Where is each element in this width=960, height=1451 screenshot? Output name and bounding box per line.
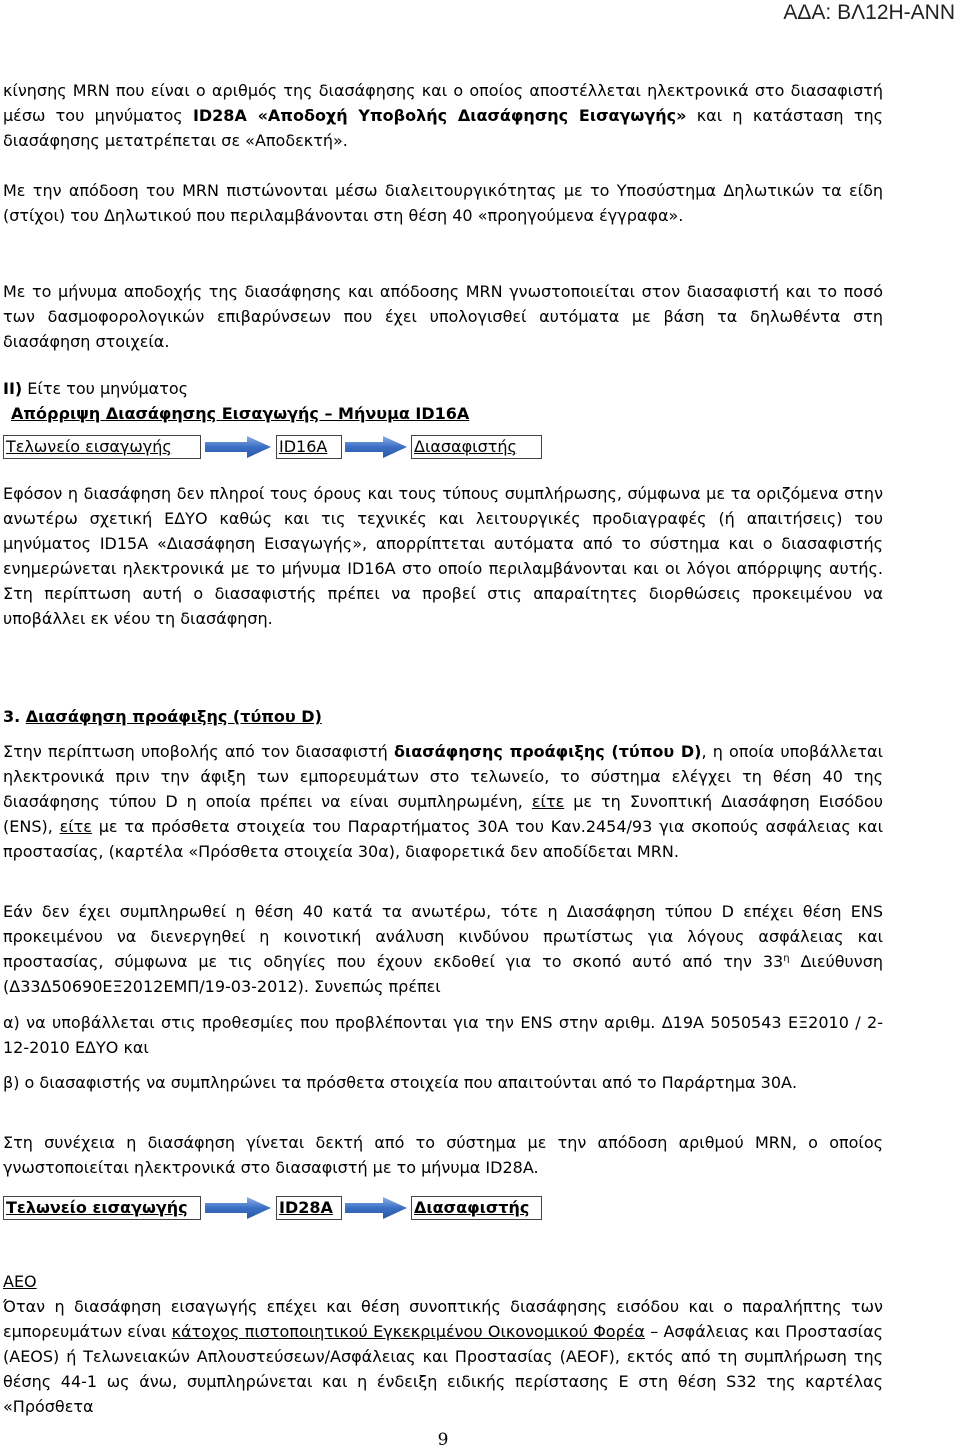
paragraph-ens-position xyxy=(3,899,883,999)
paragraph-manifest-credit: Με την απόδοση του MRN πιστώνονται μέσω διαλειτουργικότητας με το Υποσύστημα Δηλωτικών τα είδη (στίχοι) του Δηλωτικού που περιλαμβάνονται στη θέση 40 «προηγούμενα έγγραφα». xyxy=(3,181,883,225)
either-underlined: είτε xyxy=(59,817,92,836)
flow-message-id16a: ID16A xyxy=(276,435,342,459)
paragraph-mrn-assignment xyxy=(3,78,883,153)
page-number: 9 xyxy=(437,1430,449,1450)
ordinal-superscript: η xyxy=(783,953,790,964)
rejection-heading: Απόρριψη Διασάφησης Εισαγωγής – Μήνυμα ID16A xyxy=(11,404,470,423)
paragraph-text: Εάν δεν έχει συμπληρωθεί η θέση 40 κατά τα ανωτέρω, τότε η Διασάφηση τύπου D επέχει θέση ENS προκειμένου να διενεργηθεί η κοινοτική ανάλυση κινδύνου πρωτίστως για λόγους ασφάλειας και προστασίας, σύμφωνα με τις οδηγίες που έχουν εκδοθεί για το σκοπό αυτό από την 33 xyxy=(3,902,883,971)
paragraph-text: Διεύθυνση (Δ33Δ50690ΕΞ2012ΕΜΠ/19-03-2012). Συνεπώς πρέπει xyxy=(3,952,883,996)
list-item-a: α) να υποβάλλεται στις προθεσμίες που προβλέπονται για την ENS στην αριθμ. Δ19Α 5050543 ΕΞ2010 / 2-12-2010 ΕΔΥΟ και xyxy=(3,1013,883,1057)
either-underlined: είτε xyxy=(531,792,565,811)
section-ii-label: II) xyxy=(3,379,23,398)
paragraph-text: με τη Συνοπτική Διασάφηση Εισόδου (ENS), xyxy=(3,792,883,836)
right-arrow-icon xyxy=(345,436,407,458)
flow-message-id28a: ID28A xyxy=(276,1196,342,1220)
right-arrow-icon xyxy=(345,1197,407,1219)
section-3-title: Διασάφηση προάφιξης (τύπου D) xyxy=(25,707,322,726)
id28a-message-name: ID28A «Αποδοχή Υποβολής Διασάφησης Εισαγωγής» xyxy=(192,106,687,125)
paragraph-text: κίνησης MRN που είναι ο αριθμός της διασάφησης και ο οποίος αποστέλλεται ηλεκτρονικά στο διασαφιστή μέσω του μηνύματος xyxy=(3,81,883,125)
paragraph-pre-arrival xyxy=(3,739,883,864)
section-3-heading xyxy=(3,704,883,729)
paragraph-text: με τα πρόσθετα στοιχεία του Παραρτήματος 30Α του Καν.2454/93 για σκοπούς ασφάλειας και προστασίας, (καρτέλα «Πρόσθετα στοιχεία 30α), διαφορετικά δεν αποδίδεται MRN. xyxy=(3,817,883,861)
paragraph-duties-notification: Με το μήνυμα αποδοχής της διασάφησης και απόδοσης MRN γνωστοποιείται στον διασαφιστή και το ποσό των δασμοφορολογικών επιβαρύνσεων που έχει υπολογισθεί αυτόματα με βάση τα δηλωθέντα στη διασάφηση στοιχεία. xyxy=(3,282,883,351)
paragraph-rejection-details: Εφόσον η διασάφηση δεν πληροί τους όρους και τους τύπους συμπλήρωσης, σύμφωνα με τα οριζόμενα στην ανωτέρω σχετική ΕΔΥΟ καθώς και τις τεχνικές και λειτουργικές προδιαγραφές (ή απαιτήσεις) του μηνύματος ID15A «Διασάφηση Εισαγωγής», απορρίπτεται αυτόματα από το σύστημα και ο διασαφιστής ενημερώνεται ηλεκτρονικά με το μήνυμα ID16A στο οποίο περιλαμβάνονται και οι λόγοι απόρριψης αυτής. Στη περίπτωση αυτή ο διασαφιστής πρέπει να προβεί στις απαραίτητες διορθώσεις προκειμένου να υποβάλλει εκ νέου τη διασάφηση. xyxy=(3,484,883,628)
ada-code: ΑΔΑ: ΒΛ12Η-ΑΝΝ xyxy=(783,1,955,24)
paragraph-acceptance: Στη συνέχεια η διασάφηση γίνεται δεκτή από το σύστημα με την απόδοση αριθμού MRN, ο οποίος γνωστοποιείται ηλεκτρονικά στο διασαφιστή με το μήνυμα ID28A. xyxy=(3,1133,883,1177)
right-arrow-icon xyxy=(205,436,271,458)
acceptance-message-flow xyxy=(0,1196,560,1220)
paragraph-text: Όταν η διασάφηση εισαγωγής επέχει και θέση συνοπτικής διασάφησης εισόδου και ο παραλήπτης των εμπορευμάτων είναι xyxy=(3,1297,883,1341)
paragraph-aeo xyxy=(3,1294,883,1419)
flow-customs-office: Τελωνείο εισαγωγής xyxy=(3,1196,201,1220)
list-item-b: β) ο διασαφιστής να συμπληρώνει τα πρόσθετα στοιχεία που απαιτούνται από το Παράρτημα 30Α. xyxy=(3,1073,798,1092)
rejection-message-flow xyxy=(0,435,560,459)
section-ii-line xyxy=(3,376,883,401)
paragraph-text: , η οποία υποβάλλεται ηλεκτρονικά πριν την άφιξη των εμπορευμάτων στο τελωνείο, το σύστημα ελέγχει τη θέση 40 της διασάφησης τύπου D η οποία πρέπει να είναι συμπληρωμένη, xyxy=(3,742,883,811)
flow-declarant: Διασαφιστής xyxy=(411,435,542,459)
section-ii-text: Είτε του μηνύματος xyxy=(22,379,189,398)
aeo-heading: AEO xyxy=(3,1272,37,1291)
paragraph-text: – Ασφάλειας και Προστασίας (AEOS) ή Τελωνειακών Απλουστεύσεων/Ασφάλειας και Προστασίας (AEOF), εκτός από τη συμπλήρωση της θέσης 44-1 ως άνω, συμπληρώνεται και η ένδειξη ειδικής περίστασης Ε στη θέση S32 της καρτέλας «Πρόσθετα xyxy=(3,1322,884,1416)
flow-customs-office: Τελωνείο εισαγωγής xyxy=(3,435,201,459)
paragraph-text: Στην περίπτωση υποβολής από τον διασαφιστή xyxy=(3,742,394,761)
pre-arrival-declaration-term: διασάφησης προάφιξης (τύπου D) xyxy=(394,742,702,761)
aeo-certificate-holder: κάτοχος πιστοποιητικού Εγκεκριμένου Οικονομικού Φορέα xyxy=(171,1322,645,1341)
section-3-number: 3. xyxy=(3,707,21,726)
paragraph-text: και η κατάσταση της διασάφησης μετατρέπεται σε «Αποδεκτή». xyxy=(3,106,884,150)
flow-declarant: Διασαφιστής xyxy=(411,1196,542,1220)
right-arrow-icon xyxy=(205,1197,271,1219)
